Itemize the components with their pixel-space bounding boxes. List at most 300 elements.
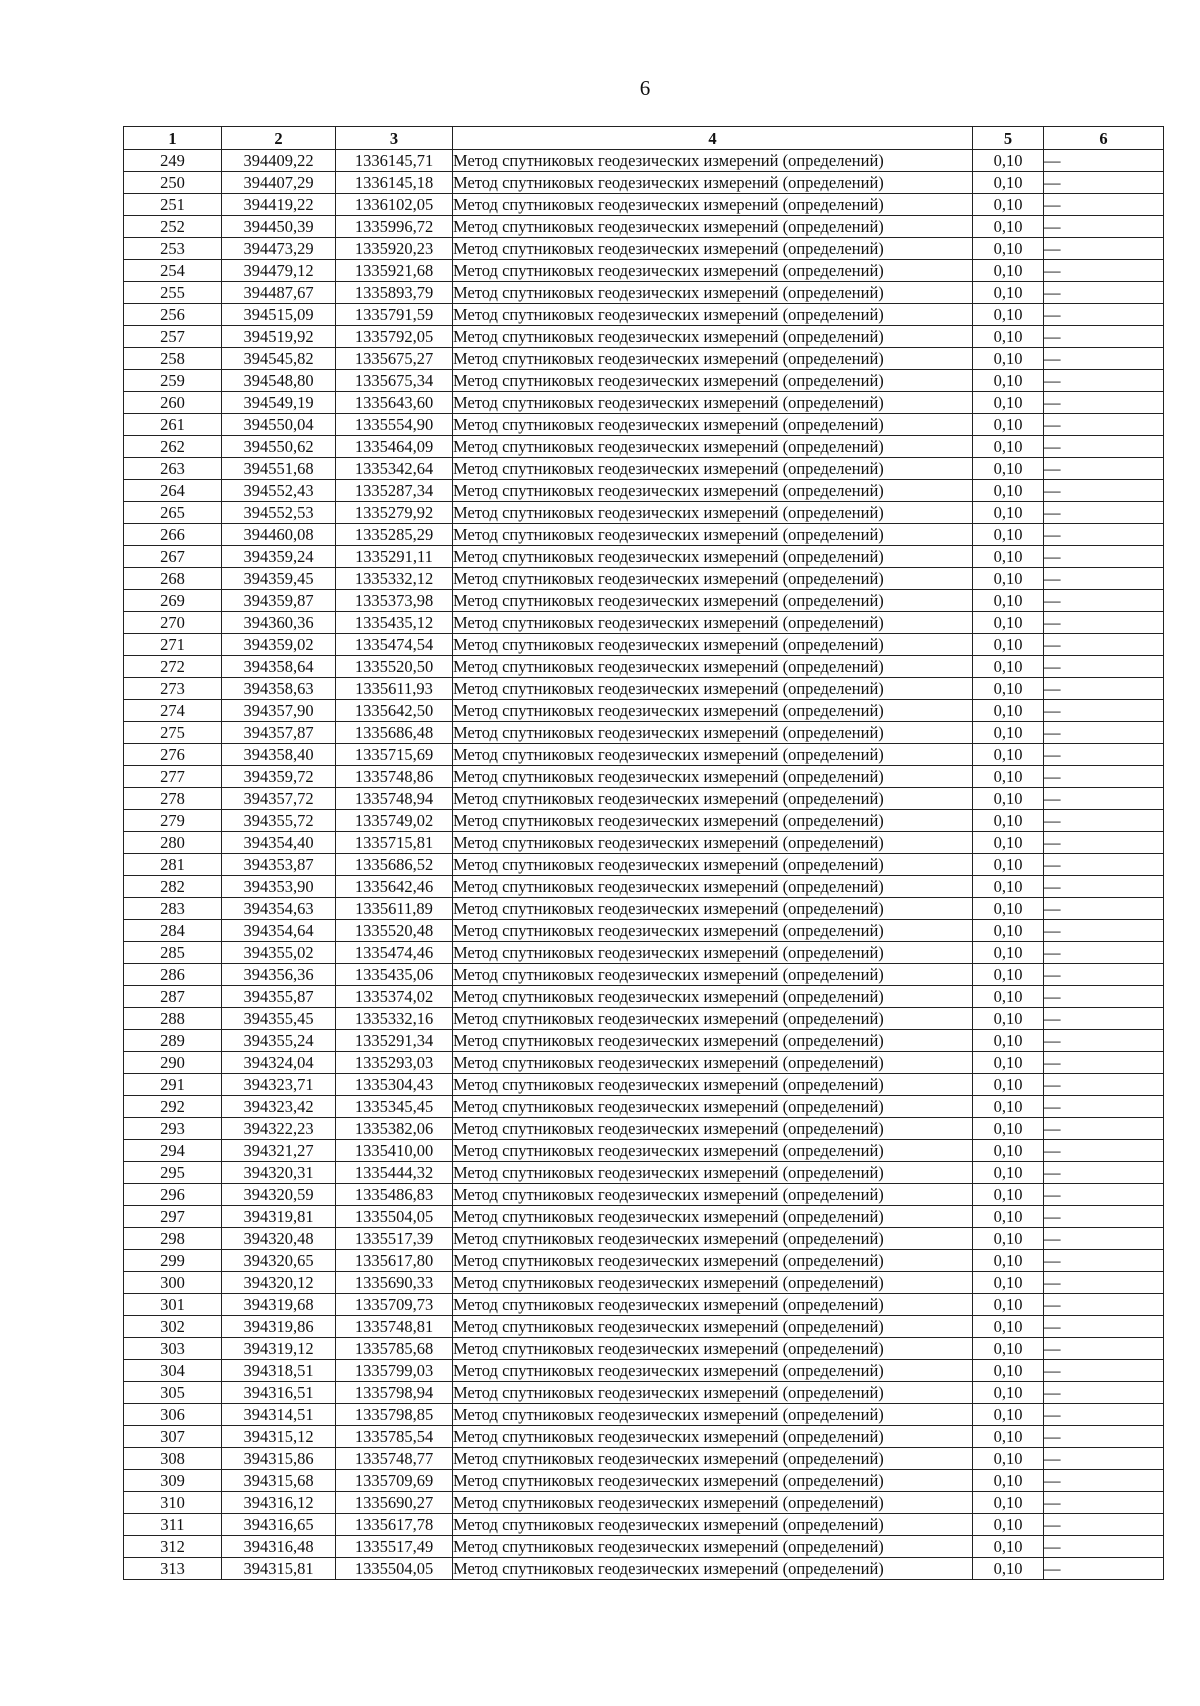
accuracy-cell: 0,10 (973, 876, 1044, 898)
method-cell: Метод спутниковых геодезических измерений (определений) (453, 1184, 973, 1206)
point-number-cell: 265 (124, 502, 222, 524)
x-coordinate-cell: 394353,87 (222, 854, 336, 876)
y-coordinate-cell: 1335749,02 (336, 810, 453, 832)
description-cell: — (1044, 348, 1164, 370)
accuracy-cell: 0,10 (973, 1294, 1044, 1316)
table-row (124, 656, 1164, 678)
table-row (124, 854, 1164, 876)
table-row (124, 744, 1164, 766)
method-cell: Метод спутниковых геодезических измерений (определений) (453, 766, 973, 788)
description-cell: — (1044, 1360, 1164, 1382)
x-coordinate-cell: 394319,12 (222, 1338, 336, 1360)
y-coordinate-cell: 1335291,34 (336, 1030, 453, 1052)
method-cell: Метод спутниковых геодезических измерений (определений) (453, 1558, 973, 1580)
x-coordinate-cell: 394316,65 (222, 1514, 336, 1536)
method-cell: Метод спутниковых геодезических измерений (определений) (453, 1008, 973, 1030)
column-header-1: 1 (124, 127, 222, 150)
accuracy-cell: 0,10 (973, 1074, 1044, 1096)
column-header-4: 4 (453, 127, 973, 150)
accuracy-cell: 0,10 (973, 348, 1044, 370)
point-number-cell: 280 (124, 832, 222, 854)
description-cell: — (1044, 282, 1164, 304)
y-coordinate-cell: 1335444,32 (336, 1162, 453, 1184)
description-cell: — (1044, 546, 1164, 568)
table-row (124, 1184, 1164, 1206)
point-number-cell: 275 (124, 722, 222, 744)
accuracy-cell: 0,10 (973, 282, 1044, 304)
x-coordinate-cell: 394409,22 (222, 150, 336, 172)
method-cell: Метод спутниковых геодезических измерений (определений) (453, 304, 973, 326)
table-row (124, 942, 1164, 964)
method-cell: Метод спутниковых геодезических измерений (определений) (453, 260, 973, 282)
table-row (124, 524, 1164, 546)
point-number-cell: 270 (124, 612, 222, 634)
y-coordinate-cell: 1335373,98 (336, 590, 453, 612)
accuracy-cell: 0,10 (973, 1118, 1044, 1140)
x-coordinate-cell: 394359,24 (222, 546, 336, 568)
x-coordinate-cell: 394548,80 (222, 370, 336, 392)
x-coordinate-cell: 394515,09 (222, 304, 336, 326)
y-coordinate-cell: 1335798,94 (336, 1382, 453, 1404)
accuracy-cell: 0,10 (973, 810, 1044, 832)
x-coordinate-cell: 394315,68 (222, 1470, 336, 1492)
table-row (124, 1074, 1164, 1096)
y-coordinate-cell: 1335435,06 (336, 964, 453, 986)
accuracy-cell: 0,10 (973, 590, 1044, 612)
table-row (124, 1228, 1164, 1250)
accuracy-cell: 0,10 (973, 678, 1044, 700)
x-coordinate-cell: 394359,72 (222, 766, 336, 788)
y-coordinate-cell: 1335611,93 (336, 678, 453, 700)
table-row (124, 832, 1164, 854)
y-coordinate-cell: 1335686,48 (336, 722, 453, 744)
accuracy-cell: 0,10 (973, 1052, 1044, 1074)
accuracy-cell: 0,10 (973, 502, 1044, 524)
accuracy-cell: 0,10 (973, 436, 1044, 458)
table-row (124, 1052, 1164, 1074)
method-cell: Метод спутниковых геодезических измерений (определений) (453, 656, 973, 678)
accuracy-cell: 0,10 (973, 392, 1044, 414)
point-number-cell: 268 (124, 568, 222, 590)
point-number-cell: 267 (124, 546, 222, 568)
y-coordinate-cell: 1335285,29 (336, 524, 453, 546)
description-cell: — (1044, 568, 1164, 590)
x-coordinate-cell: 394460,08 (222, 524, 336, 546)
table-row (124, 590, 1164, 612)
x-coordinate-cell: 394315,86 (222, 1448, 336, 1470)
description-cell: — (1044, 634, 1164, 656)
description-cell: — (1044, 942, 1164, 964)
x-coordinate-cell: 394359,02 (222, 634, 336, 656)
y-coordinate-cell: 1335517,39 (336, 1228, 453, 1250)
description-cell: — (1044, 722, 1164, 744)
point-number-cell: 269 (124, 590, 222, 612)
x-coordinate-cell: 394324,04 (222, 1052, 336, 1074)
accuracy-cell: 0,10 (973, 788, 1044, 810)
y-coordinate-cell: 1335617,80 (336, 1250, 453, 1272)
x-coordinate-cell: 394353,90 (222, 876, 336, 898)
accuracy-cell: 0,10 (973, 216, 1044, 238)
point-number-cell: 261 (124, 414, 222, 436)
method-cell: Метод спутниковых геодезических измерений (определений) (453, 1250, 973, 1272)
accuracy-cell: 0,10 (973, 832, 1044, 854)
point-number-cell: 278 (124, 788, 222, 810)
y-coordinate-cell: 1335332,12 (336, 568, 453, 590)
method-cell: Метод спутниковых геодезических измерений (определений) (453, 1074, 973, 1096)
description-cell: — (1044, 612, 1164, 634)
method-cell: Метод спутниковых геодезических измерений (определений) (453, 810, 973, 832)
y-coordinate-cell: 1335642,46 (336, 876, 453, 898)
y-coordinate-cell: 1335686,52 (336, 854, 453, 876)
description-cell: — (1044, 304, 1164, 326)
y-coordinate-cell: 1335792,05 (336, 326, 453, 348)
description-cell: — (1044, 524, 1164, 546)
description-cell: — (1044, 1470, 1164, 1492)
y-coordinate-cell: 1335435,12 (336, 612, 453, 634)
accuracy-cell: 0,10 (973, 1470, 1044, 1492)
table-row (124, 1338, 1164, 1360)
y-coordinate-cell: 1335996,72 (336, 216, 453, 238)
table-row (124, 1294, 1164, 1316)
description-cell: — (1044, 1228, 1164, 1250)
description-cell: — (1044, 1030, 1164, 1052)
point-number-cell: 260 (124, 392, 222, 414)
point-number-cell: 288 (124, 1008, 222, 1030)
table-row (124, 634, 1164, 656)
method-cell: Метод спутниковых геодезических измерений (определений) (453, 1294, 973, 1316)
method-cell: Метод спутниковых геодезических измерений (определений) (453, 414, 973, 436)
table-row (124, 1470, 1164, 1492)
table-row (124, 766, 1164, 788)
y-coordinate-cell: 1335709,73 (336, 1294, 453, 1316)
accuracy-cell: 0,10 (973, 656, 1044, 678)
point-number-cell: 254 (124, 260, 222, 282)
y-coordinate-cell: 1335291,11 (336, 546, 453, 568)
description-cell: — (1044, 810, 1164, 832)
method-cell: Метод спутниковых геодезических измерений (определений) (453, 1096, 973, 1118)
point-number-cell: 283 (124, 898, 222, 920)
accuracy-cell: 0,10 (973, 722, 1044, 744)
method-cell: Метод спутниковых геодезических измерений (определений) (453, 392, 973, 414)
column-header-3: 3 (336, 127, 453, 150)
x-coordinate-cell: 394358,40 (222, 744, 336, 766)
method-cell: Метод спутниковых геодезических измерений (определений) (453, 1272, 973, 1294)
accuracy-cell: 0,10 (973, 194, 1044, 216)
x-coordinate-cell: 394319,86 (222, 1316, 336, 1338)
description-cell: — (1044, 414, 1164, 436)
table-row (124, 1096, 1164, 1118)
method-cell: Метод спутниковых геодезических измерений (определений) (453, 1338, 973, 1360)
table-row (124, 304, 1164, 326)
accuracy-cell: 0,10 (973, 634, 1044, 656)
point-number-cell: 282 (124, 876, 222, 898)
x-coordinate-cell: 394356,36 (222, 964, 336, 986)
table-row (124, 238, 1164, 260)
accuracy-cell: 0,10 (973, 1448, 1044, 1470)
accuracy-cell: 0,10 (973, 480, 1044, 502)
y-coordinate-cell: 1335675,27 (336, 348, 453, 370)
description-cell: — (1044, 1426, 1164, 1448)
description-cell: — (1044, 436, 1164, 458)
description-cell: — (1044, 1492, 1164, 1514)
table-row (124, 348, 1164, 370)
description-cell: — (1044, 1404, 1164, 1426)
method-cell: Метод спутниковых геодезических измерений (определений) (453, 1162, 973, 1184)
method-cell: Метод спутниковых геодезических измерений (определений) (453, 1316, 973, 1338)
y-coordinate-cell: 1335287,34 (336, 480, 453, 502)
x-coordinate-cell: 394320,48 (222, 1228, 336, 1250)
table-row (124, 1206, 1164, 1228)
description-cell: — (1044, 700, 1164, 722)
table-row (124, 1360, 1164, 1382)
point-number-cell: 292 (124, 1096, 222, 1118)
accuracy-cell: 0,10 (973, 1426, 1044, 1448)
y-coordinate-cell: 1335374,02 (336, 986, 453, 1008)
method-cell: Метод спутниковых геодезических измерений (определений) (453, 854, 973, 876)
accuracy-cell: 0,10 (973, 612, 1044, 634)
description-cell: — (1044, 1074, 1164, 1096)
method-cell: Метод спутниковых геодезических измерений (определений) (453, 1492, 973, 1514)
x-coordinate-cell: 394545,82 (222, 348, 336, 370)
description-cell: — (1044, 1316, 1164, 1338)
point-number-cell: 304 (124, 1360, 222, 1382)
accuracy-cell: 0,10 (973, 1162, 1044, 1184)
point-number-cell: 259 (124, 370, 222, 392)
point-number-cell: 272 (124, 656, 222, 678)
accuracy-cell: 0,10 (973, 1536, 1044, 1558)
description-cell: — (1044, 1162, 1164, 1184)
method-cell: Метод спутниковых геодезических измерений (определений) (453, 1514, 973, 1536)
point-number-cell: 251 (124, 194, 222, 216)
description-cell: — (1044, 656, 1164, 678)
point-number-cell: 266 (124, 524, 222, 546)
method-cell: Метод спутниковых геодезических измерений (определений) (453, 568, 973, 590)
accuracy-cell: 0,10 (973, 1360, 1044, 1382)
point-number-cell: 276 (124, 744, 222, 766)
x-coordinate-cell: 394450,39 (222, 216, 336, 238)
method-cell: Метод спутниковых геодезических измерений (определений) (453, 678, 973, 700)
table-row (124, 260, 1164, 282)
x-coordinate-cell: 394357,72 (222, 788, 336, 810)
table-row (124, 216, 1164, 238)
x-coordinate-cell: 394359,45 (222, 568, 336, 590)
x-coordinate-cell: 394354,40 (222, 832, 336, 854)
description-cell: — (1044, 370, 1164, 392)
accuracy-cell: 0,10 (973, 238, 1044, 260)
method-cell: Метод спутниковых геодезических измерений (определений) (453, 612, 973, 634)
accuracy-cell: 0,10 (973, 920, 1044, 942)
x-coordinate-cell: 394358,63 (222, 678, 336, 700)
accuracy-cell: 0,10 (973, 1008, 1044, 1030)
y-coordinate-cell: 1335799,03 (336, 1360, 453, 1382)
table-row (124, 546, 1164, 568)
description-cell: — (1044, 1448, 1164, 1470)
point-number-cell: 274 (124, 700, 222, 722)
description-cell: — (1044, 1558, 1164, 1580)
x-coordinate-cell: 394473,29 (222, 238, 336, 260)
method-cell: Метод спутниковых геодезических измерений (определений) (453, 1404, 973, 1426)
y-coordinate-cell: 1335410,00 (336, 1140, 453, 1162)
accuracy-cell: 0,10 (973, 1184, 1044, 1206)
table-row (124, 1008, 1164, 1030)
point-number-cell: 252 (124, 216, 222, 238)
point-number-cell: 284 (124, 920, 222, 942)
y-coordinate-cell: 1335520,48 (336, 920, 453, 942)
x-coordinate-cell: 394321,27 (222, 1140, 336, 1162)
table-row (124, 700, 1164, 722)
description-cell: — (1044, 678, 1164, 700)
point-number-cell: 277 (124, 766, 222, 788)
table-row (124, 392, 1164, 414)
accuracy-cell: 0,10 (973, 1096, 1044, 1118)
point-number-cell: 256 (124, 304, 222, 326)
point-number-cell: 306 (124, 1404, 222, 1426)
description-cell: — (1044, 1514, 1164, 1536)
y-coordinate-cell: 1335464,09 (336, 436, 453, 458)
y-coordinate-cell: 1335785,68 (336, 1338, 453, 1360)
column-header-2: 2 (222, 127, 336, 150)
point-number-cell: 285 (124, 942, 222, 964)
x-coordinate-cell: 394479,12 (222, 260, 336, 282)
y-coordinate-cell: 1335748,81 (336, 1316, 453, 1338)
accuracy-cell: 0,10 (973, 986, 1044, 1008)
description-cell: — (1044, 832, 1164, 854)
accuracy-cell: 0,10 (973, 1228, 1044, 1250)
method-cell: Метод спутниковых геодезических измерений (определений) (453, 1448, 973, 1470)
point-number-cell: 311 (124, 1514, 222, 1536)
x-coordinate-cell: 394320,12 (222, 1272, 336, 1294)
table-row (124, 150, 1164, 172)
method-cell: Метод спутниковых геодезических измерений (определений) (453, 700, 973, 722)
x-coordinate-cell: 394319,81 (222, 1206, 336, 1228)
x-coordinate-cell: 394354,64 (222, 920, 336, 942)
description-cell: — (1044, 854, 1164, 876)
method-cell: Метод спутниковых геодезических измерений (определений) (453, 744, 973, 766)
x-coordinate-cell: 394320,31 (222, 1162, 336, 1184)
accuracy-cell: 0,10 (973, 304, 1044, 326)
column-header-5: 5 (973, 127, 1044, 150)
x-coordinate-cell: 394357,87 (222, 722, 336, 744)
x-coordinate-cell: 394315,12 (222, 1426, 336, 1448)
table-row (124, 172, 1164, 194)
method-cell: Метод спутниковых геодезических измерений (определений) (453, 1118, 973, 1140)
accuracy-cell: 0,10 (973, 942, 1044, 964)
accuracy-cell: 0,10 (973, 964, 1044, 986)
y-coordinate-cell: 1335675,34 (336, 370, 453, 392)
table-row (124, 436, 1164, 458)
description-cell: — (1044, 480, 1164, 502)
method-cell: Метод спутниковых геодезических измерений (определений) (453, 788, 973, 810)
accuracy-cell: 0,10 (973, 1206, 1044, 1228)
accuracy-cell: 0,10 (973, 260, 1044, 282)
accuracy-cell: 0,10 (973, 898, 1044, 920)
method-cell: Метод спутниковых геодезических измерений (определений) (453, 502, 973, 524)
x-coordinate-cell: 394551,68 (222, 458, 336, 480)
x-coordinate-cell: 394360,36 (222, 612, 336, 634)
x-coordinate-cell: 394354,63 (222, 898, 336, 920)
accuracy-cell: 0,10 (973, 1558, 1044, 1580)
point-number-cell: 287 (124, 986, 222, 1008)
table-row (124, 1404, 1164, 1426)
point-number-cell: 250 (124, 172, 222, 194)
method-cell: Метод спутниковых геодезических измерений (определений) (453, 370, 973, 392)
x-coordinate-cell: 394419,22 (222, 194, 336, 216)
accuracy-cell: 0,10 (973, 744, 1044, 766)
point-number-cell: 264 (124, 480, 222, 502)
description-cell: — (1044, 238, 1164, 260)
x-coordinate-cell: 394552,53 (222, 502, 336, 524)
table-row (124, 898, 1164, 920)
method-cell: Метод спутниковых геодезических измерений (определений) (453, 1030, 973, 1052)
description-cell: — (1044, 260, 1164, 282)
y-coordinate-cell: 1335690,33 (336, 1272, 453, 1294)
x-coordinate-cell: 394549,19 (222, 392, 336, 414)
description-cell: — (1044, 1250, 1164, 1272)
table-row (124, 810, 1164, 832)
y-coordinate-cell: 1335748,86 (336, 766, 453, 788)
method-cell: Метод спутниковых геодезических измерений (определений) (453, 876, 973, 898)
y-coordinate-cell: 1335382,06 (336, 1118, 453, 1140)
description-cell: — (1044, 590, 1164, 612)
method-cell: Метод спутниковых геодезических измерений (определений) (453, 1052, 973, 1074)
point-number-cell: 299 (124, 1250, 222, 1272)
table-row (124, 1250, 1164, 1272)
point-number-cell: 309 (124, 1470, 222, 1492)
table-row (124, 1162, 1164, 1184)
point-number-cell: 290 (124, 1052, 222, 1074)
y-coordinate-cell: 1335279,92 (336, 502, 453, 524)
description-cell: — (1044, 986, 1164, 1008)
x-coordinate-cell: 394359,87 (222, 590, 336, 612)
accuracy-cell: 0,10 (973, 1514, 1044, 1536)
y-coordinate-cell: 1335617,78 (336, 1514, 453, 1536)
accuracy-cell: 0,10 (973, 1030, 1044, 1052)
method-cell: Метод спутниковых геодезических измерений (определений) (453, 348, 973, 370)
method-cell: Метод спутниковых геодезических измерений (определений) (453, 480, 973, 502)
method-cell: Метод спутниковых геодезических измерений (определений) (453, 1360, 973, 1382)
point-number-cell: 296 (124, 1184, 222, 1206)
description-cell: — (1044, 1140, 1164, 1162)
description-cell: — (1044, 788, 1164, 810)
method-cell: Метод спутниковых геодезических измерений (определений) (453, 216, 973, 238)
method-cell: Метод спутниковых геодезических измерений (определений) (453, 920, 973, 942)
y-coordinate-cell: 1335520,50 (336, 656, 453, 678)
table-row (124, 282, 1164, 304)
accuracy-cell: 0,10 (973, 700, 1044, 722)
y-coordinate-cell: 1335921,68 (336, 260, 453, 282)
accuracy-cell: 0,10 (973, 568, 1044, 590)
x-coordinate-cell: 394316,12 (222, 1492, 336, 1514)
method-cell: Метод спутниковых геодезических измерений (определений) (453, 1426, 973, 1448)
point-number-cell: 305 (124, 1382, 222, 1404)
table-row (124, 612, 1164, 634)
table-header-row (124, 127, 1164, 150)
point-number-cell: 289 (124, 1030, 222, 1052)
point-number-cell: 253 (124, 238, 222, 260)
method-cell: Метод спутниковых геодезических измерений (определений) (453, 524, 973, 546)
table-row (124, 502, 1164, 524)
description-cell: — (1044, 898, 1164, 920)
accuracy-cell: 0,10 (973, 150, 1044, 172)
x-coordinate-cell: 394320,65 (222, 1250, 336, 1272)
y-coordinate-cell: 1335920,23 (336, 238, 453, 260)
y-coordinate-cell: 1335554,90 (336, 414, 453, 436)
description-cell: — (1044, 1008, 1164, 1030)
method-cell: Метод спутниковых геодезических измерений (определений) (453, 194, 973, 216)
point-number-cell: 262 (124, 436, 222, 458)
point-number-cell: 310 (124, 1492, 222, 1514)
accuracy-cell: 0,10 (973, 1382, 1044, 1404)
